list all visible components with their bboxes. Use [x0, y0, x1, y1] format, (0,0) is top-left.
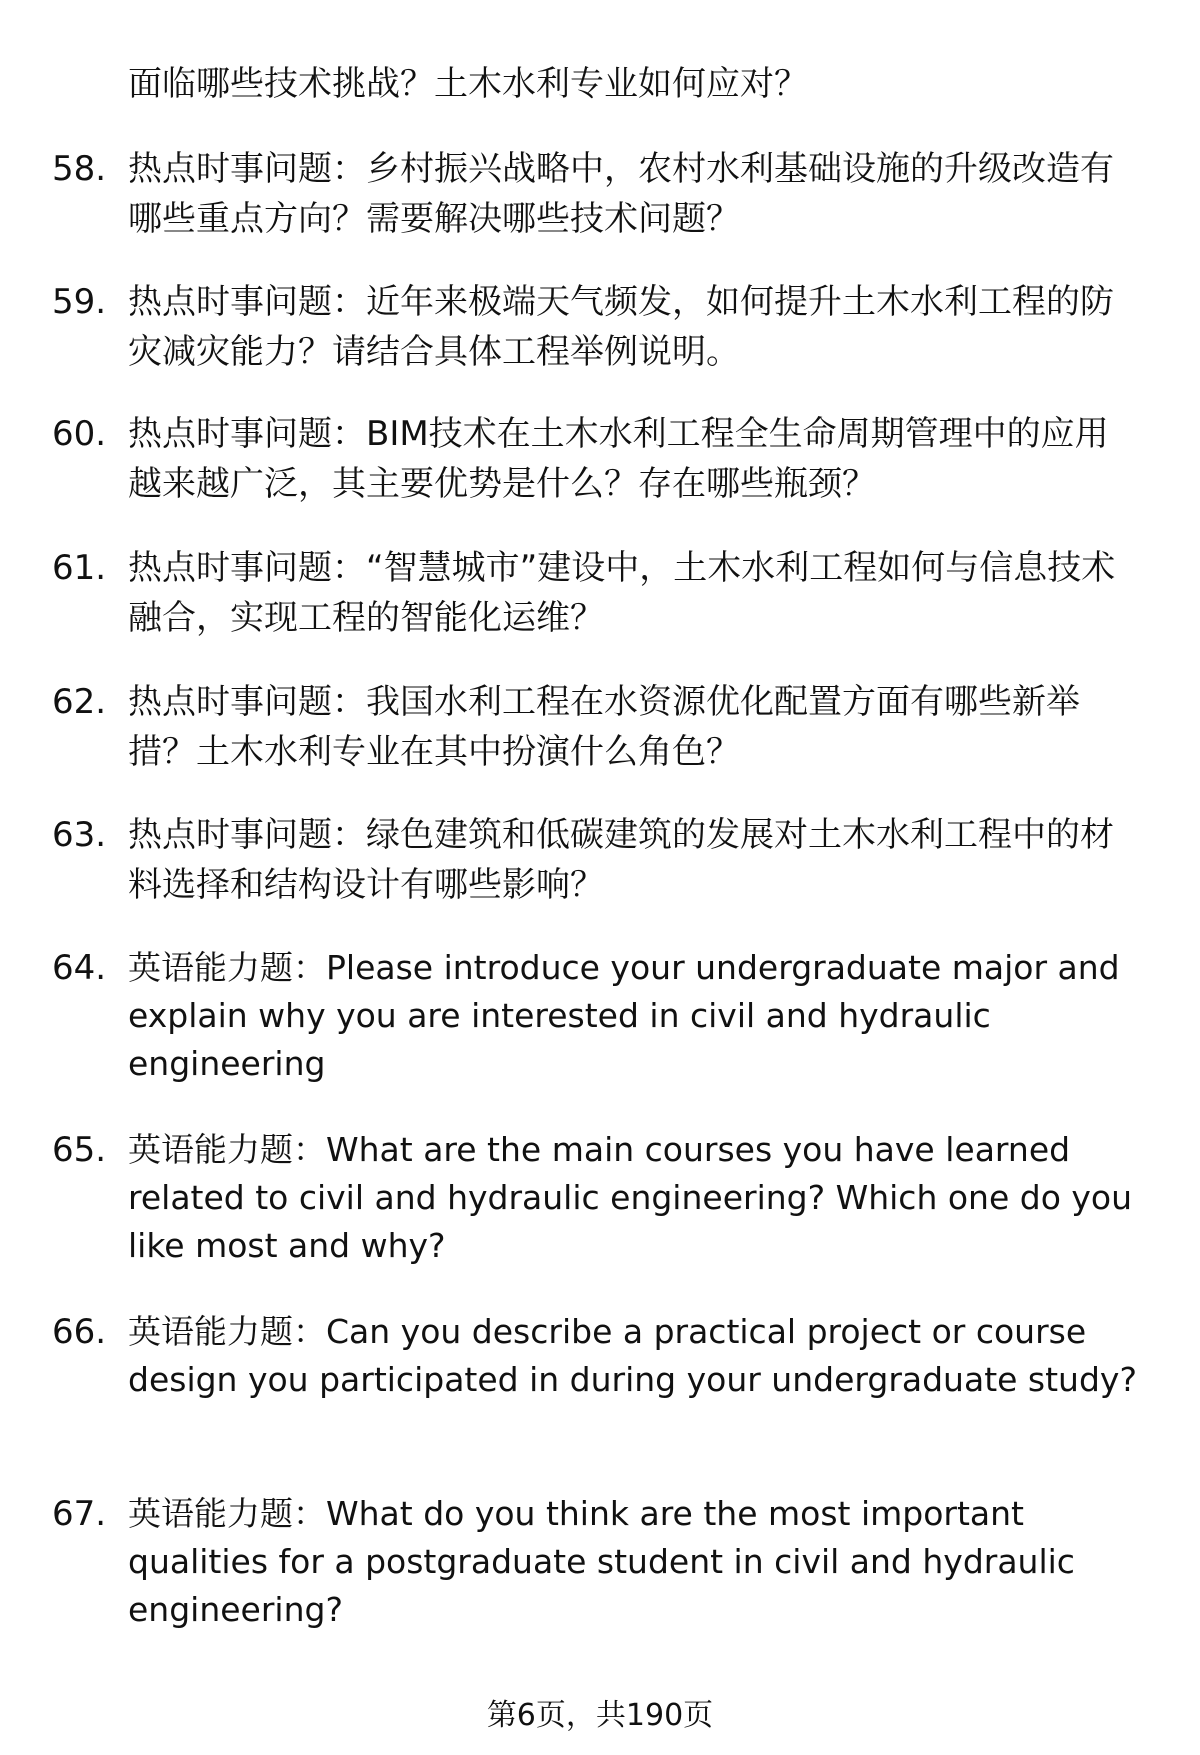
question-number: 59. — [52, 282, 107, 322]
question-number: 66. — [52, 1312, 107, 1352]
question-text: 热点时事问题：乡村振兴战略中，农村水利基础设施的升级改造有哪些重点方向？需要解决哪些技术问题？ — [128, 149, 1114, 239]
question-text: 英语能力题：Can you describe a practical project or course design you participated in during your undergraduate study? — [128, 1312, 1137, 1399]
question-number: 60. — [52, 414, 107, 454]
question-number: 58. — [52, 149, 107, 189]
page-footer: 第6页，共190页 — [486, 1698, 714, 1733]
question-number: 62. — [52, 682, 107, 722]
question-text: 热点时事问题：近年来极端天气频发，如何提升土木水利工程的防灾减灾能力？请结合具体工程举例说明。 — [128, 282, 1114, 372]
question-number: 64. — [52, 948, 107, 988]
question-number: 65. — [52, 1130, 107, 1170]
question-text: 英语能力题：What do you think are the most important qualities for a postgraduate student in civil and hydraulic engineering? — [128, 1494, 1075, 1629]
question-text: 英语能力题：Please introduce your undergraduate major and explain why you are interested in civil and hydraulic engineering — [128, 948, 1120, 1083]
question-text: 面临哪些技术挑战？土木水利专业如何应对？ — [128, 64, 808, 104]
question-text: 热点时事问题：我国水利工程在水资源优化配置方面有哪些新举措？土木水利专业在其中扮演什么角色？ — [128, 682, 1080, 772]
question-number: 61. — [52, 548, 107, 588]
question-text: 热点时事问题：“智慧城市”建设中，土木水利工程如何与信息技术融合，实现工程的智能化运维？ — [128, 548, 1116, 638]
question-text: 英语能力题：What are the main courses you have learned related to civil and hydraulic engineering? Which one do you like most and why? — [128, 1130, 1133, 1265]
question-number: 67. — [52, 1494, 107, 1534]
question-text: 热点时事问题：绿色建筑和低碳建筑的发展对土木水利工程中的材料选择和结构设计有哪些影响？ — [128, 815, 1114, 905]
question-number: 63. — [52, 815, 107, 855]
question-text: 热点时事问题：BIM技术在土木水利工程全生命周期管理中的应用越来越广泛，其主要优势是什么？存在哪些瓶颈？ — [128, 414, 1109, 504]
